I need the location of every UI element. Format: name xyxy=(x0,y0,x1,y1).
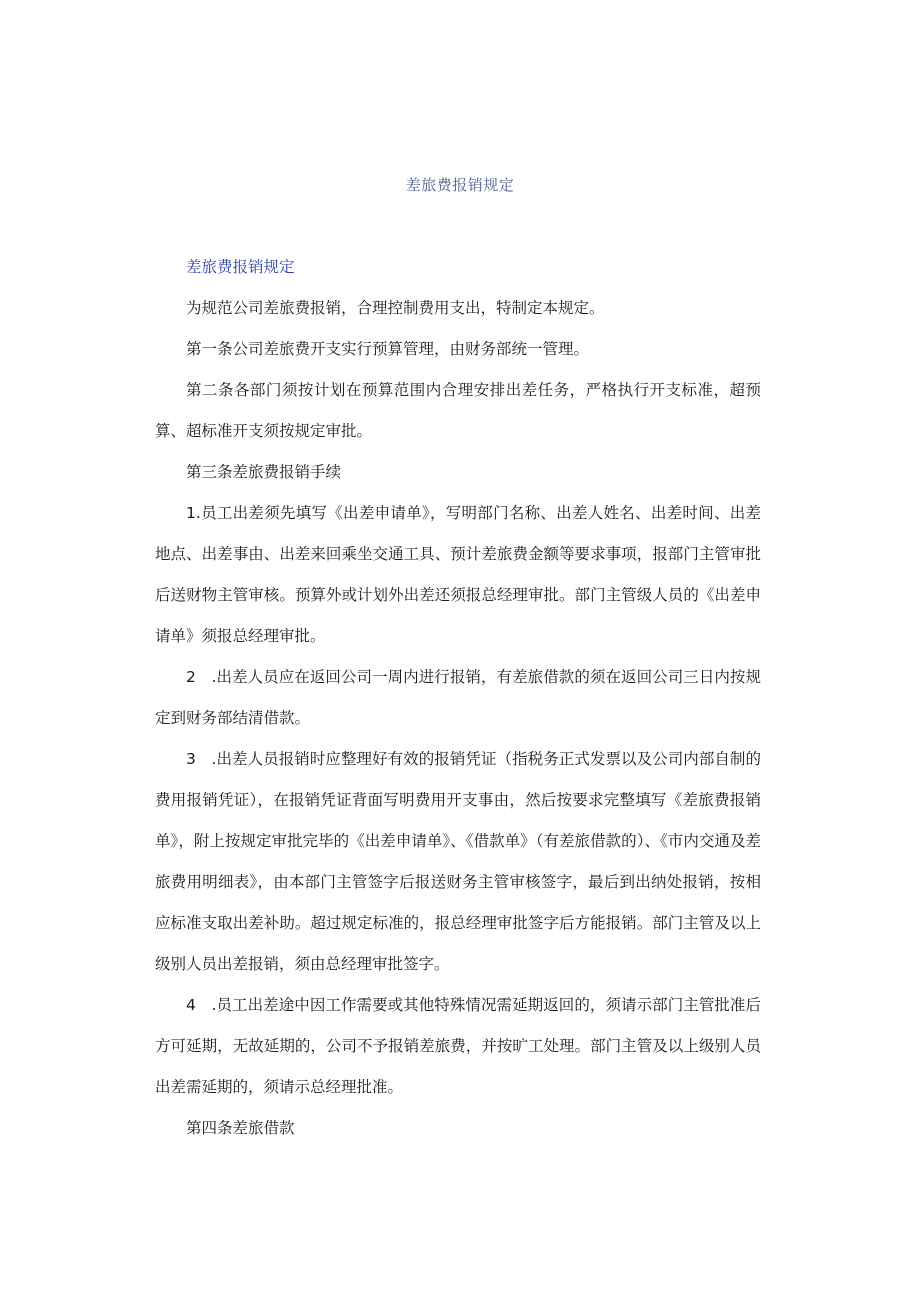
article-3-item-2: 2 .出差人员应在返回公司一周内进行报销，有差旅借款的须在返回公司三日内按规定到财务部结清借款。 xyxy=(155,668,761,727)
article-1: 第一条公司差旅费开支实行预算管理，由财务部统一管理。 xyxy=(186,340,590,358)
section-heading: 差旅费报销规定 xyxy=(186,258,295,276)
document-title: 差旅费报销规定 xyxy=(405,176,515,194)
article-3-item-3: 3 .出差人员报销时应整理好有效的报销凭证（指税务正式发票以及公司内部自制的费用报销凭证），在报销凭证背面写明费用开支事由，然后按要求完整填写《差旅费报销单》，附上按规定审批完毕的《出差申请单》、《借款单》（有差旅借款的）、《市内交通及差旅费用明细表》，由本部门主管签字后报送财务主管审核签字，最后到出纳处报销，按相应标准支取出差补助。超过规定标准的，报总经理审批签字后方能报销。部门主管及以上级别人员出差报销，须由总经理审批签字。 xyxy=(155,750,761,973)
article-4-heading: 第四条差旅借款 xyxy=(186,1119,295,1137)
article-3-item-4: 4 .员工出差途中因工作需要或其他特殊情况需延期返回的，须请示部门主管批准后方可延期，无故延期的，公司不予报销差旅费，并按旷工处理。部门主管及以上级别人员出差需延期的，须请示总经理批准。 xyxy=(155,996,761,1096)
intro-paragraph: 为规范公司差旅费报销，合理控制费用支出，特制定本规定。 xyxy=(186,299,605,317)
document-body xyxy=(155,247,761,1149)
article-3-item-1: 1.员工出差须先填写《出差申请单》，写明部门名称、出差人姓名、出差时间、出差地点、出差事由、出差来回乘坐交通工具、预计差旅费金额等要求事项，报部门主管审批后送财物主管审核。预算外或计划外出差还须报总经理审批。部门主管级人员的《出差申请单》须报总经理审批。 xyxy=(155,504,761,645)
article-3-heading: 第三条差旅费报销手续 xyxy=(186,463,342,481)
article-2: 第二条各部门须按计划在预算范围内合理安排出差任务，严格执行开支标准，超预算、超标准开支须按规定审批。 xyxy=(155,381,761,440)
